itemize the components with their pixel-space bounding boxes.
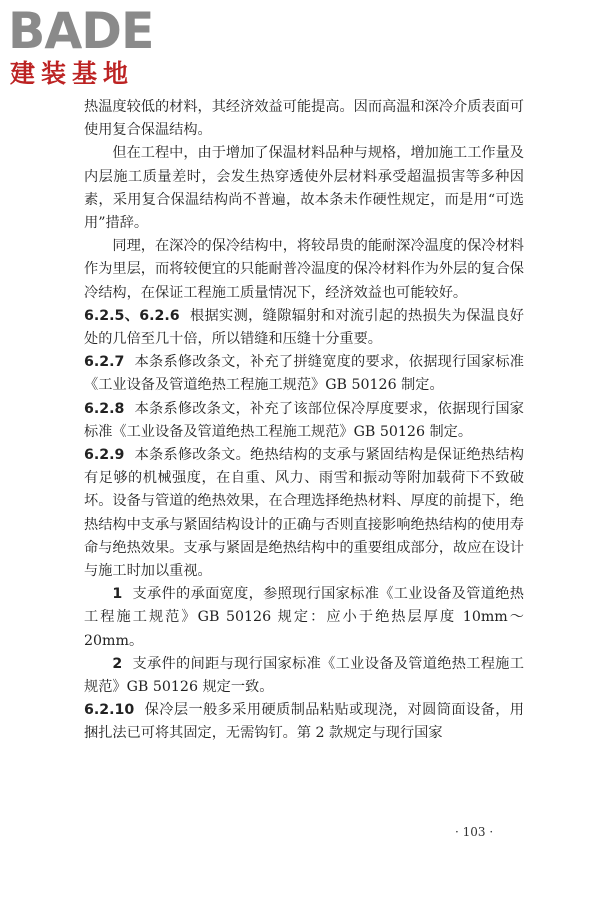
clause-number: 6.2.5、6.2.6 [84,307,180,324]
paragraph: 热温度较低的材料，其经济效益可能提高。因而高温和深冷介质表面可使用复合保温结构。 [84,99,524,139]
page-number: · 103 · [455,825,494,839]
list-item-text: 支承件的承面宽度，参照现行国家标准《工业设备及管道绝热工程施工规范》GB 50126 规定：应小于绝热层厚度 10mm～20mm。 [84,586,524,649]
clause-6-2-5 [84,305,524,351]
clause-6-2-10 [84,699,524,745]
list-item-text: 支承件的间距与现行国家标准《工业设备及管道绝热工程施工规范》GB 50126 规定一致。 [84,655,524,696]
list-item-1 [84,583,524,653]
list-item-2 [84,653,524,699]
clause-number: 6.2.8 [84,400,125,417]
logo-brand-text: BADE [8,2,154,60]
clause-6-2-8 [84,398,524,444]
clause-6-2-9 [84,444,524,583]
clause-number: 6.2.10 [84,702,135,719]
clause-text: 本条系修改条文。绝热结构的支承与紧固结构是保证绝热结构有足够的机械强度，在自重、风力、雨雪和振动等附加载荷下不致破坏。设备与管道的绝热效果，在合理选择绝热材料、厚度的前提下，绝热结构中支承与紧固结构设计的正确与否则直接影响绝热结构的使用寿命与绝热效果。支承与紧固是绝热结构中的重要组成部分，故应在设计与施工时加以重视。 [84,447,524,580]
list-item-number: 2 [112,655,123,672]
clause-text: 根据实测，缝隙辐射和对流引起的热损失为保温良好处的几倍至几十倍，所以错缝和压缝十分重要。 [84,307,524,348]
clause-text: 保冷层一般多采用硬质制品粘贴或现浇，对圆筒面设备，用捆扎法已可将其固定，无需钩钉。第 2 款规定与现行国家 [84,702,524,742]
clause-text: 本条系修改条文，补充了该部位保冷厚度要求，依据现行国家标准《工业设备及管道绝热工程施工规范》GB 50126 制定。 [84,400,524,440]
clause-text: 本条系修改条文，补充了拼缝宽度的要求，依据现行国家标准《工业设备及管道绝热工程施工规范》GB 50126 制定。 [84,354,524,394]
logo-subtitle: 建装基地 [10,59,135,88]
clause-number: 6.2.7 [84,354,125,371]
bade-logo [8,4,178,94]
paragraph: 但在工程中，由于增加了保温材料品种与规格，增加施工工作量及内层施工质量差时，会发生热穿透使外层材料承受超温损害等多种因素，采用复合保温结构尚不普遍，故本条未作硬性规定，而是用“可选用”措辞。 [84,145,524,232]
paragraph: 同理，在深冷的保冷结构中，将较昂贵的能耐深冷温度的保冷材料作为里层，而将较便宜的只能耐普冷温度的保冷材料作为外层的复合保冷结构，在保证工程施工质量情况下，经济效益也可能较好。 [84,238,524,301]
clause-6-2-7 [84,351,524,397]
list-item-number: 1 [112,586,123,603]
clause-number: 6.2.9 [84,447,125,464]
document-body [84,96,524,746]
